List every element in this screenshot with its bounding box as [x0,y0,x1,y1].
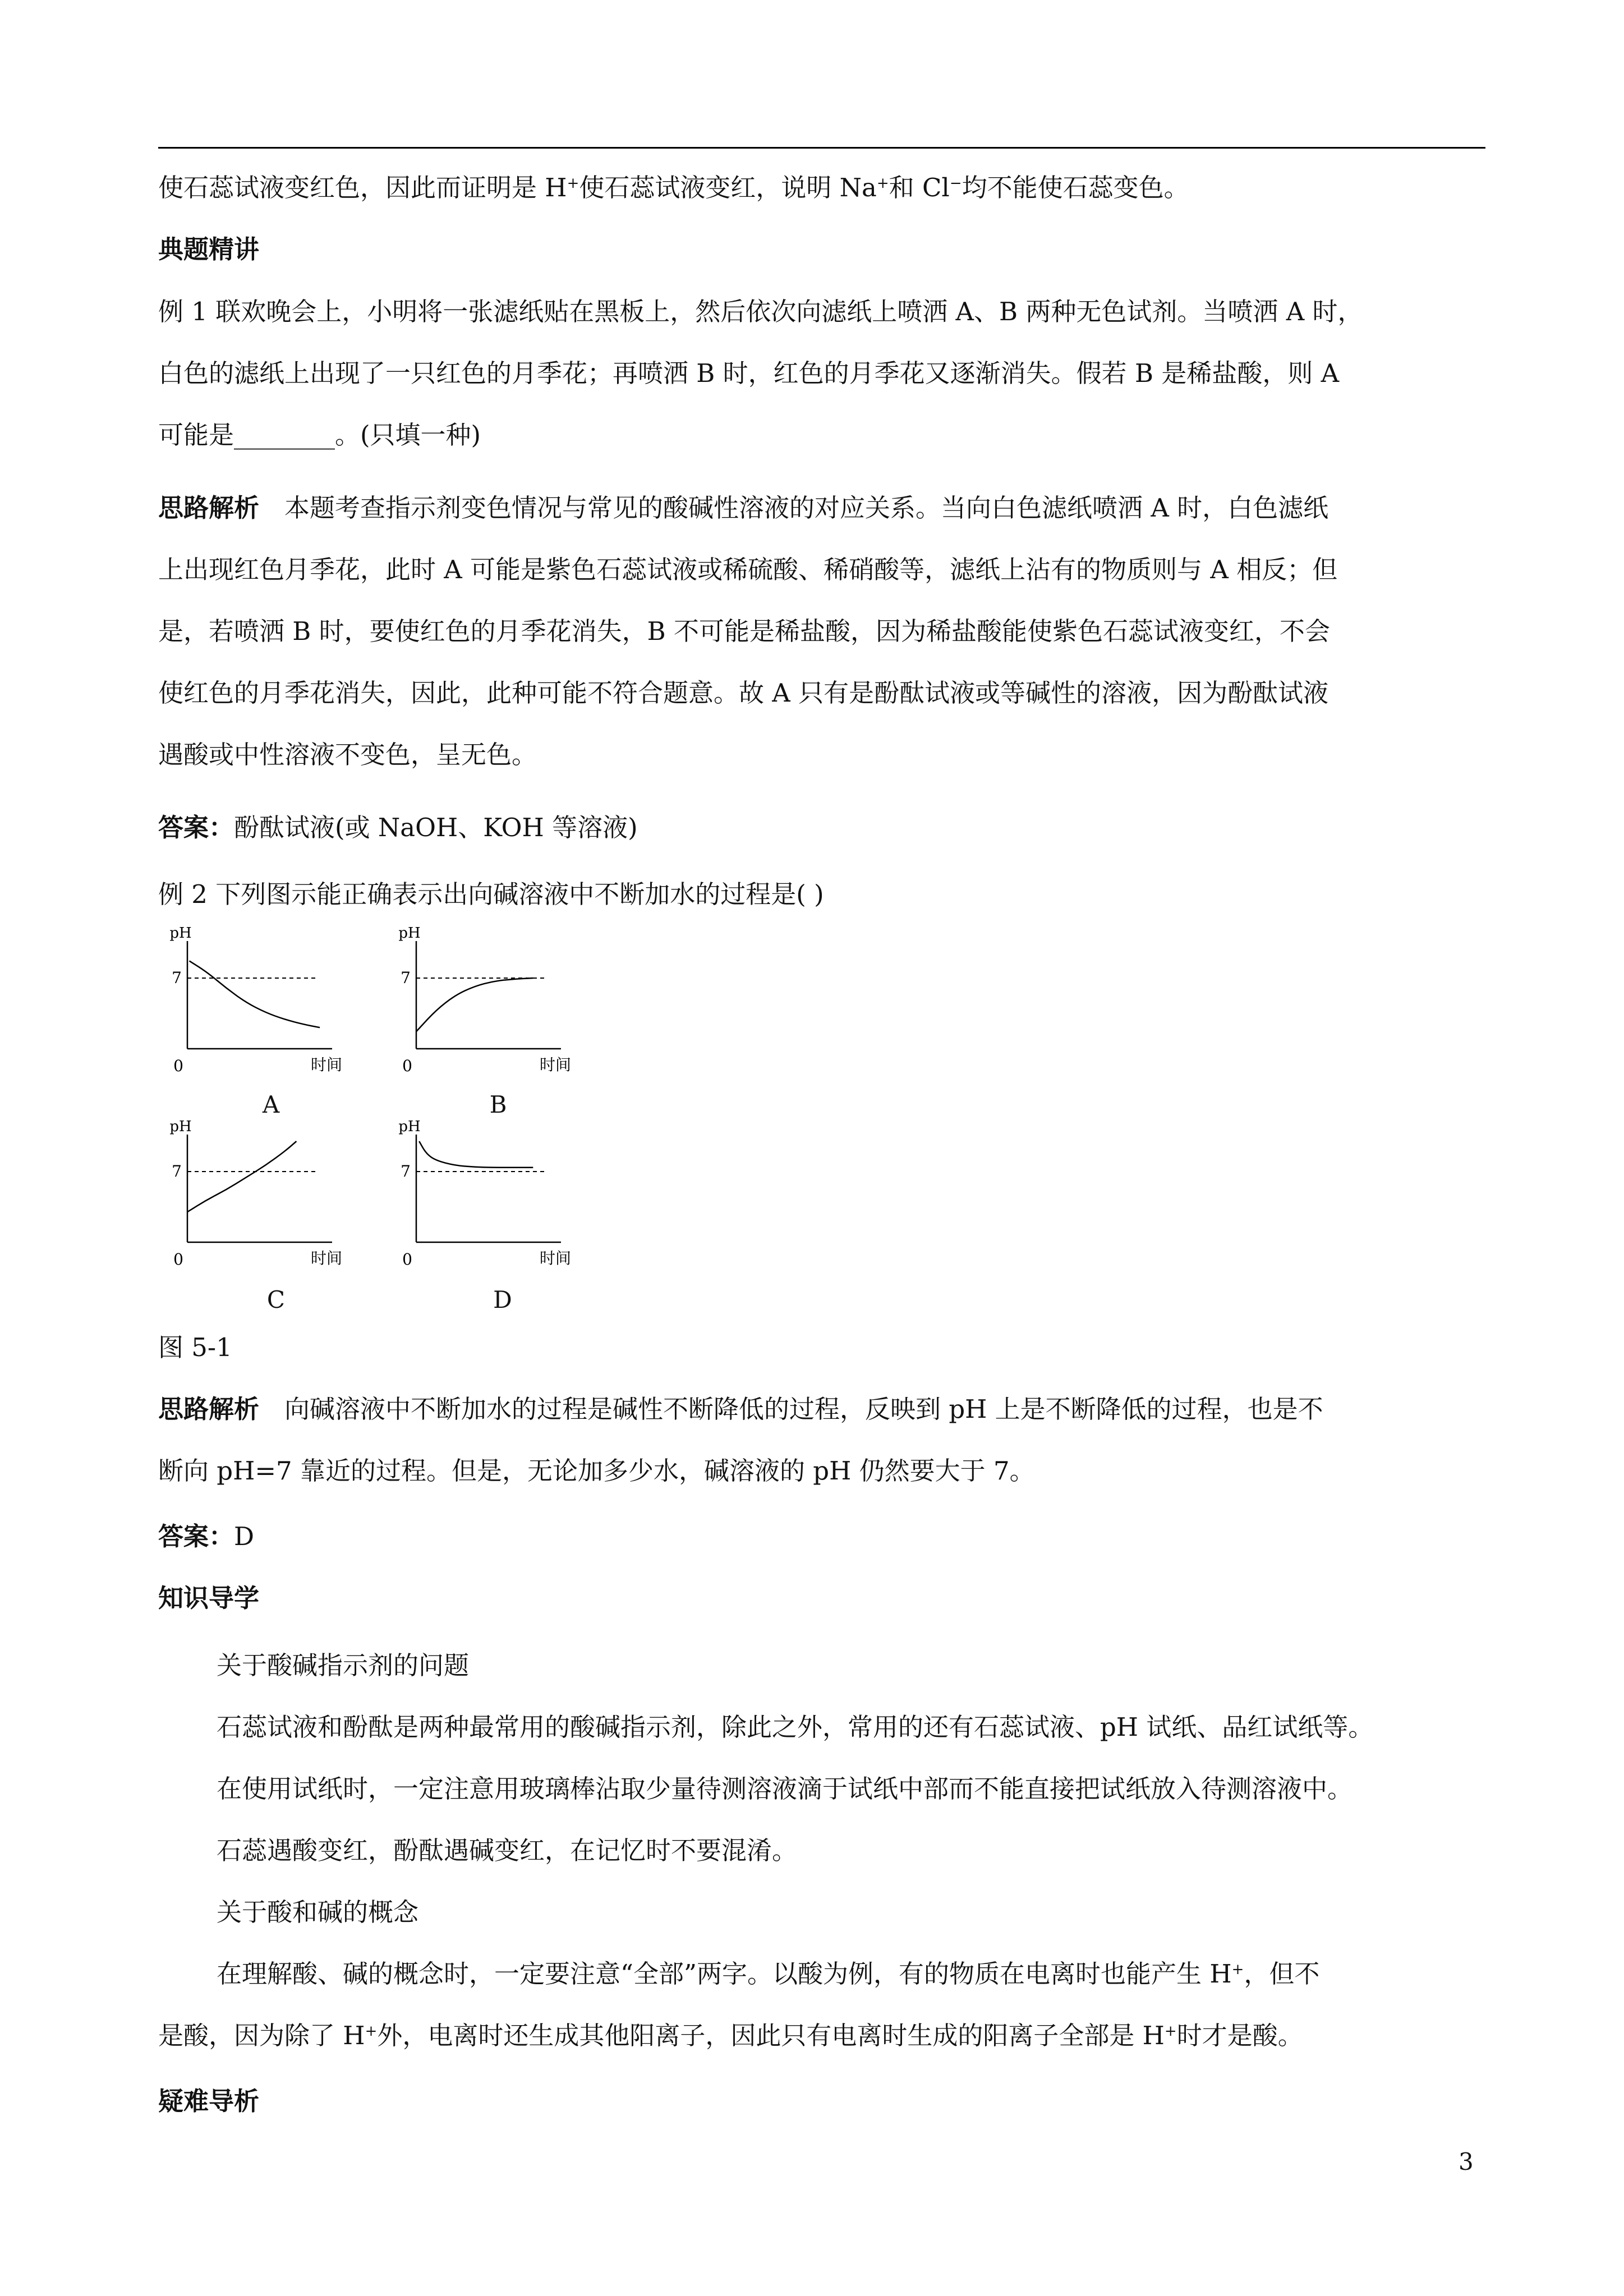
analysis-line: 上出现红色月季花，此时 A 可能是紫色石蕊试液或稀硫酸、稀硝酸等，滤纸上沾有的物质则与 A 相反；但 [158,555,1338,584]
answer-line: 答案：D [158,1522,255,1551]
y-axis-label: pH [398,925,421,942]
answer-label: 答案： [158,1522,234,1551]
analysis-label: 思路解析 [158,493,260,523]
chart-svg [158,1118,349,1269]
example-2-line: 例 2 下列图示能正确表示出向碱溶液中不断加水的过程是( ) [158,879,824,909]
text-line: 使石蕊试液变红色，因此而证明是 H+使石蕊试液变红，说明 Na+和 Cl−均不能使石蕊变色。 [158,173,1189,202]
knowledge-line: 在理解酸、碱的概念时，一定要注意“全部”两字。以酸为例，有的物质在电离时也能产生 H+，但不 [217,1959,1320,1989]
chart-d [387,1118,578,1269]
chart-b [387,925,578,1075]
origin-label: 0 [402,1057,412,1075]
ph-curve [416,978,533,1031]
x-axis-label: 时间 [310,1249,343,1267]
answer-line: 答案：酚酞试液(或 NaOH、KOH 等溶液) [158,813,638,842]
y-axis-label: pH [169,1118,192,1135]
y-tick-label: 7 [172,1162,182,1181]
y-axis-label: pH [169,925,192,942]
header-rule [158,147,1485,149]
section-heading: 知识导学 [158,1583,260,1613]
y-tick-label: 7 [401,969,411,987]
analysis-line: 思路解析 向碱溶液中不断加水的过程是碱性不断降低的过程，反映到 pH 上是不断降低的过程，也是不 [158,1394,1323,1424]
knowledge-line: 关于酸碱指示剂的问题 [217,1650,470,1680]
chart-caption: B [489,1091,507,1118]
example-1-line: 例 1 联欢晚会上，小明将一张滤纸贴在黑板上，然后依次向滤纸上喷洒 A、B 两种无色试剂。当喷洒 A 时， [158,297,1363,326]
chart-a [158,925,349,1075]
chart-svg [158,925,349,1075]
x-axis-label: 时间 [539,1249,572,1267]
page-number: 3 [1459,2148,1474,2175]
chart-caption: A [262,1091,280,1118]
knowledge-line: 石蕊遇酸变红，酚酞遇碱变红，在记忆时不要混淆。 [217,1836,798,1865]
analysis-label: 思路解析 [158,1394,260,1424]
x-axis-label: 时间 [310,1055,343,1074]
y-tick-label: 7 [172,969,182,987]
chart-caption: C [266,1286,286,1313]
x-axis-label: 时间 [539,1055,572,1074]
origin-label: 0 [173,1057,183,1075]
y-axis-label: pH [398,1118,421,1135]
ph-curve [187,1141,296,1212]
chart-c [158,1118,349,1269]
origin-label: 0 [173,1250,183,1269]
chart-svg [387,1118,578,1269]
analysis-line: 遇酸或中性溶液不变色，呈无色。 [158,740,537,769]
example-1-line: 白色的滤纸上出现了一只红色的月季花；再喷洒 B 时，红色的月季花又逐渐消失。假若 B 是稀盐酸，则 A [158,358,1340,388]
origin-label: 0 [402,1250,412,1269]
figure-label: 图 5-1 [158,1333,232,1362]
knowledge-line: 关于酸和碱的概念 [217,1897,419,1927]
analysis-line: 思路解析 本题考查指示剂变色情况与常见的酸碱性溶液的对应关系。当向白色滤纸喷洒 A 时，白色滤纸 [158,493,1329,523]
knowledge-line: 是酸，因为除了 H+外，电离时还生成其他阳离子，因此只有电离时生成的阳离子全部是 H+时才是酸。 [158,2021,1303,2050]
analysis-line: 断向 pH=7 靠近的过程。但是，无论加多少水，碱溶液的 pH 仍然要大于 7。 [158,1456,1035,1486]
section-heading: 典题精讲 [158,234,260,264]
chart-caption: D [493,1286,512,1313]
chart-svg [387,925,578,1075]
answer-label: 答案： [158,813,234,842]
y-tick-label: 7 [401,1162,411,1181]
analysis-line: 使红色的月季花消失，因此，此种可能不符合题意。故 A 只有是酚酞试液或等碱性的溶液，因为酚酞试液 [158,678,1329,708]
ph-curve [190,961,320,1027]
analysis-line: 是，若喷洒 B 时，要使红色的月季花消失，B 不可能是稀盐酸，因为稀盐酸能使紫色石蕊试液变红，不会 [158,616,1331,646]
ph-curve [419,1141,533,1168]
knowledge-line: 在使用试纸时，一定注意用玻璃棒沾取少量待测溶液滴于试纸中部而不能直接把试纸放入待测溶液中。 [217,1774,1353,1804]
example-1-line: 可能是________。(只填一种) [158,420,481,450]
section-heading: 疑难导析 [158,2086,260,2116]
knowledge-line: 石蕊试液和酚酞是两种最常用的酸碱指示剂，除此之外，常用的还有石蕊试液、pH 试纸、品红试纸等。 [217,1712,1374,1742]
